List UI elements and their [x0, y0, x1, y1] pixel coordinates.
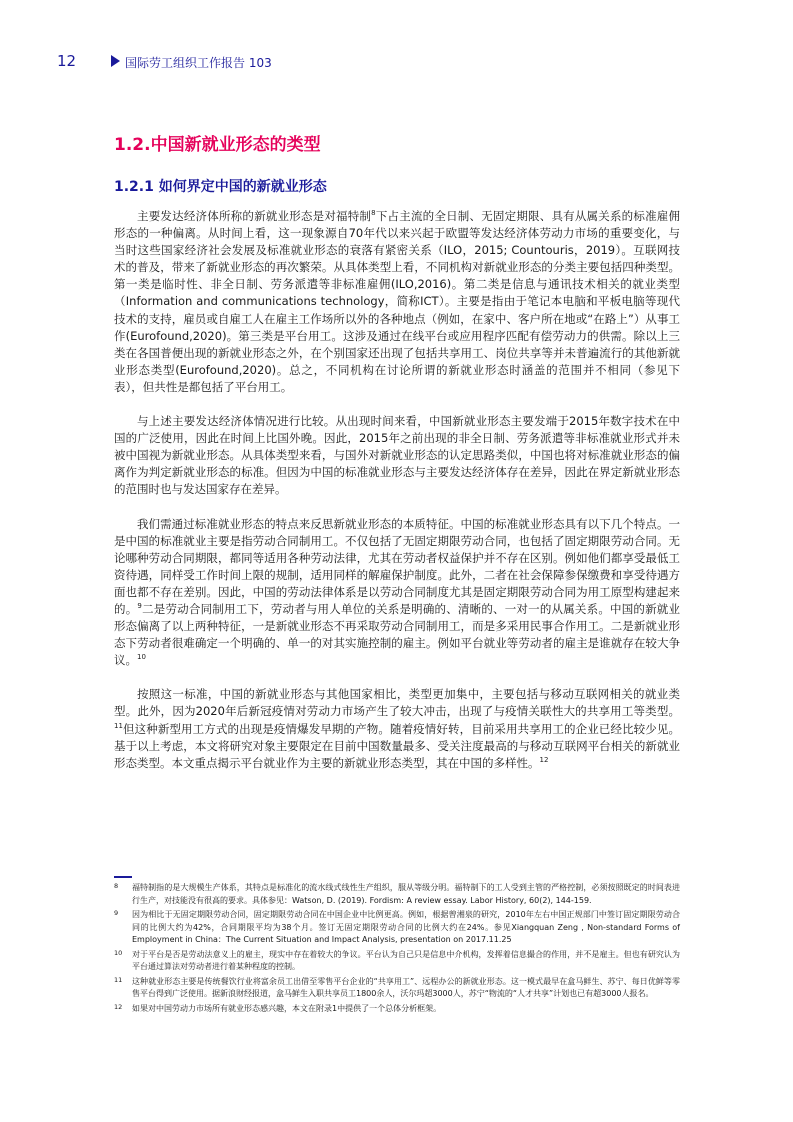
footnote-item: [114, 882, 680, 907]
subsection-title: 1.2.1 如何界定中国的新就业形态: [114, 179, 327, 195]
body-text: [114, 208, 680, 789]
footnote-item: [114, 1003, 680, 1016]
footnote-text: 福特制指的是大规模生产体系，其特点是标准化的流水线式线性生产组织，服从等级分明。福特制下的工人受到主管的严格控制，必须按照既定的时间表进行生产，对技能没有很高的要求。具体参见：Watson, D. (2019). Fordism: A review essay. Labor History, 60(2), 144-159.: [132, 883, 680, 905]
footnote-text: 如果对中国劳动力市场所有就业形态感兴趣，本文在附录1中提供了一个总体分析框架。: [132, 1003, 442, 1013]
paragraph-1: [114, 208, 680, 396]
footnote-text: 因为相比于无固定期限劳动合同，固定期限劳动合同在中国企业中比例更高。例如，根据曾湘泉的研究，2010年左右中国正规部门中签订固定期限劳动合同的比例大约为42%，合同期限平均为38个月。签订无固定期限劳动合同的比例大约在24%。参见Xiangquan Zeng , Non-standard Forms of Employment in China：The Current Situation and Impact Analysis, presentation on 2017.11.25: [132, 910, 680, 944]
footnote-item: [114, 909, 680, 947]
footnote-number: 9: [114, 909, 119, 917]
page-header: [57, 52, 757, 74]
footnote-number: 12: [114, 1002, 123, 1011]
footnote-item: [114, 976, 680, 1001]
footnote-ref-10[interactable]: 10: [137, 653, 146, 662]
footnote-ref-8[interactable]: 8: [371, 209, 376, 218]
footnotes: [114, 882, 680, 1017]
footnote-text: 对于平台是否是劳动法意义上的雇主，现实中存在着较大的争议。平台认为自己只是信息中介机构，发挥着信息撮合的作用，并不是雇主。但也有研究认为平台通过算法对劳动者进行着某种程度的控制。: [132, 949, 680, 971]
footnote-ref-9[interactable]: 9: [137, 602, 142, 611]
footnote-number: 8: [114, 882, 119, 890]
footnote-item: [114, 949, 680, 974]
paragraph-2: [114, 413, 680, 498]
paragraph-4: [114, 686, 680, 771]
paragraph-text: 我们需通过标准就业形态的特点来反思新就业形态的本质特征。中国的标准就业形态具有以下几个特点。一是中国的标准就业主要是指劳动合同制用工。不仅包括了无固定期限劳动合同，也包括了固定期限劳动合同。无论哪种劳动合同期限，都同等适用各种劳动法律，尤其在劳动者权益保护并不存在区别。例如他们都享受最低工资待遇，同样受工作时间上限的规制，适用同样的解雇保护制度。此外，二者在社会保障参保缴费和享受待遇方面也都不存在差别。因此，中国的劳动法律体系是以劳动合同制度尤其是固定期限劳动合同为用工原型构建起来的。: [114, 516, 680, 616]
footnote-text: 这种就业形态主要是传统餐饮行业将富余员工出借至零售平台企业的“共享用工”、远程办公的新就业形态。这一模式最早在盒马鲜生、苏宁、每日优鲜等零售平台得到广泛使用。据新浪财经报道，盒马鲜生入职共享员工1800余人，沃尔玛超3000人，苏宁“物流的“人才共享”计划也已有超3000人报名。: [132, 976, 680, 998]
footnote-number: 11: [114, 975, 123, 984]
footnote-ref-12[interactable]: 12: [539, 755, 549, 764]
footnote-ref-11[interactable]: 11: [114, 721, 123, 730]
paragraph-3: [114, 516, 680, 670]
footnote-number: 10: [114, 948, 123, 957]
paragraph-text: 二是劳动合同制用工下，劳动者与用人单位的关系是明确的、清晰的、一对一的从属关系。中国的新就业形态偏离了以上两种特征，一是新就业形态不再采取劳动合同制用工，而是多采用民事合作用工。二是新就业形态下劳动者很难确定一个明确的、单一的对其实施控制的雇主。例如平台就业等劳动者的雇主是谁就存在较大争议。: [114, 601, 681, 668]
paragraph-text: 与上述主要发达经济体情况进行比较。从出现时间来看，中国新就业形态主要发端于2015年数字技术在中国的广泛使用，因此在时间上比国外晚。因此，2015年之前出现的非全日制、劳务派遣等非标准就业形式并未被中国视为新就业形态。从具体类型来看，与国外对新就业形态的认定思路类似，中国也将对标准就业形态的偏离作为判定新就业形态的标准。但因为中国的标准就业形态与主要发达经济体存在差异，因此在界定新就业形态的范围时也与发达国家存在差异。: [114, 414, 680, 497]
play-arrow-icon: [111, 55, 120, 67]
paragraph-text: 但这种新型用工方式的出现是疫情爆发早期的产物。随着疫情好转，目前采用共享用工的企业已经比较少见。基于以上考虑，本文将研究对象主要限定在目前中国数量最多、受关注度最高的与移动互联网平台相关的新就业形态类型。本文重点揭示平台就业作为主要的新就业形态类型，其在中国的多样性。: [114, 721, 680, 770]
page-number: 12: [57, 52, 77, 70]
footnote-divider: [114, 876, 132, 878]
report-title: 国际劳工组织工作报告 103: [125, 56, 272, 70]
paragraph-text: 下占主流的全日制、无固定期限、具有从属关系的标准雇佣形态的一种偏离。从时间上看，这一现象源自70年代以来兴起于欧盟等发达经济体劳动力市场的重要变化，与当时这些国家经济社会发展及标准就业形态的衰落有紧密关系（ILO，2015; Countouris，2019）。互联网技术的普及，带来了新就业形态的再次繁荣。从具体类型上看，不同机构对新就业形态的分类主要包括四种类型。第一类是临时性、非全日制、劳务派遣等非标准雇佣(ILO,2016)。第二类是信息与通讯技术相关的就业类型（Information and communications technology，简称ICT）。主要是指由于笔记本电脑和平板电脑等现代技术的支持，雇员或自雇工人在雇主工作场所以外的各种地点（例如，在家中、客户所在地或“在路上”）从事工作(Eurofound,2020)。第三类是平台用工。这涉及通过在线平台或应用程序匹配有偿劳动力的供需。除以上三类在各国普便出现的新就业形态之外，在个别国家还出现了包括共享用工、岗位共享等并未普遍流行的其他新就业形态类型(Eurofound,2020)。总之，不同机构在讨论所谓的新就业形态时涵盖的范围并不相同（参见下表），但共性是都包括了平台用工。: [114, 209, 681, 394]
paragraph-text: 主要发达经济体所称的新就业形态是对福特制: [137, 209, 372, 223]
section-title: 1.2.中国新就业形态的类型: [114, 135, 321, 155]
paragraph-text: 按照这一标准，中国的新就业形态与其他国家相比，类型更加集中，主要包括与移动互联网相关的就业类型。此外，因为2020年后新冠疫情对劳动力市场产生了较大冲击，出现了与疫情关联性大的共享用工等类型。: [114, 687, 680, 719]
